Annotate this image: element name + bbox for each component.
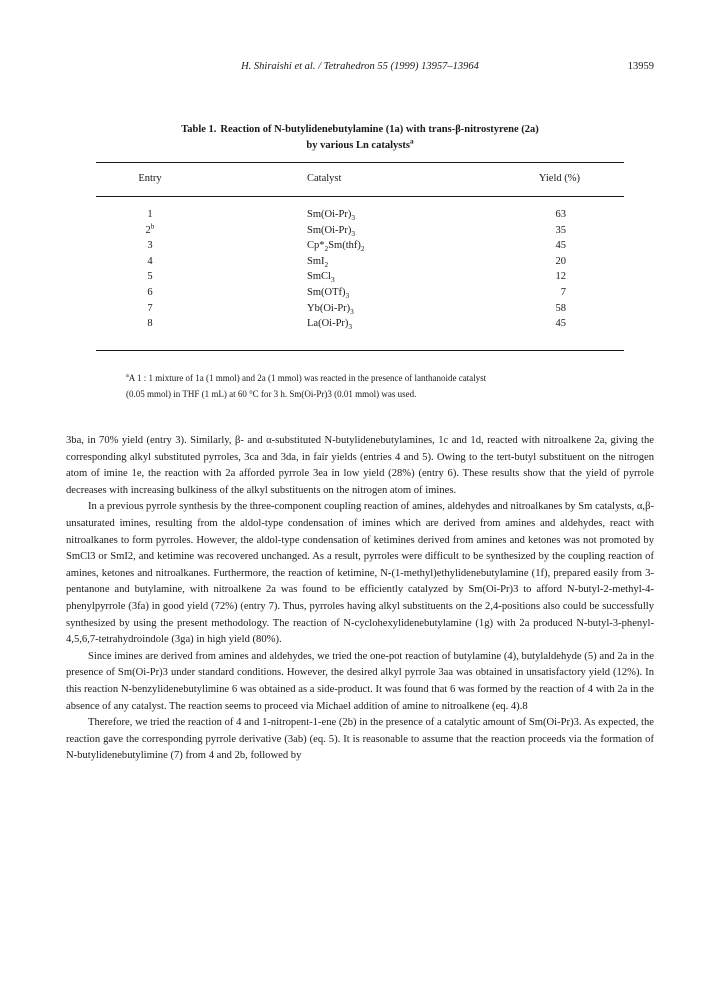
table-row [0,269,720,285]
table-footnote-line-2: (0.05 mmol) in THF (1 mL) at 60 °C for 3 h. Sm(Oi-Pr)3 (0.01 mmol) was used. [126,389,417,399]
catalyst-cell: $La(Oi-Pr)_3$ [307,318,353,332]
catalyst-cell: $Sm(OTf)_3$ [307,286,350,301]
entry-cell: 6 [147,286,153,298]
yield-cell: 35 [555,224,566,236]
paragraph: Since imines are derived from amines and aldehydes, we tried the one-pot reaction of butylamine (4), butylaldehyde (5) and 2a in the presence of Sm(Oi-Pr)3 under standard conditions. However, the desired alkyl pyrrole 3aa was obtained in unsatisfactory yield (12%). In this reaction N-benzylidenebutylimine 6 was obtained as a side-product. It was found that 6 was formed by the reaction of 4 with 2a in the absence of any catalyst. The reaction seems to proceed via Michael addition of amine to nitroalkene (eq. 4).8 [66,650,654,712]
table-title-line-1: Reaction of N-butylidenebutylamine (1a) with trans-β-nitrostyrene (2a) [220,124,539,135]
page-header [0,61,720,77]
table-footnote-line-1: $^a$A 1 : 1 mixture of 1a (1 mmol) and 2a (1 mmol) was reacted in the presence of lanthanoide catalyst [126,372,487,383]
catalyst-cell: SmCl$_3$ [307,271,335,285]
table-bottom-rule [96,350,624,351]
entry-cell: 8 [147,318,153,330]
table-row [0,316,720,332]
yield-cell: 20 [555,255,566,267]
table-body [0,207,720,332]
catalyst-cell: $Sm(Oi-Pr)_3$ [307,224,356,238]
catalyst-cell: $Cp*_2Sm(thf)_2$ [307,240,365,254]
yield-cell: 12 [555,271,566,283]
entry-cell: 7 [147,302,153,314]
entry-cell: 4 [147,255,153,267]
running-title: H. Shiraishi et al. / Tetrahedron 55 (1999) 13957–13964 [241,61,479,72]
table-caption-line-2 [0,138,720,154]
table-header-rule [96,196,624,197]
entry-cell: 5 [147,271,153,283]
entry-cell: 1 [147,209,153,220]
table-title-mark: a [409,136,414,146]
body-text [66,433,654,765]
yield-cell: 45 [555,240,566,252]
entry-cell: 2$^b$ [145,221,155,236]
table-row [0,238,720,254]
catalyst-cell: $Yb(Oi-Pr)_3$ [307,302,354,316]
column-header-yield: Yield (%) [538,173,580,184]
table-caption [0,122,720,154]
table-row [0,223,720,239]
column-header-entry: Entry [138,173,162,184]
yield-cell: 58 [555,302,566,314]
table-row [0,254,720,270]
entry-cell: 3 [147,240,153,252]
paragraph: 3ba, in 70% yield (entry 3). Similarly, β- and α-substituted N-butylidenebutylamines, 1c and 1d, reacted with nitroalkene 2a, giving the corresponding alkyl substituted pyrroles, 3ca and 3da, in fair yields (entries 4 and 5). Owing to the tert-butyl substituent on the nitrogen atom of imine 1e, the reaction with 2a afforded pyrrole 3ea in low yield (28%) (entry 6). These results show that the yield of pyrrole decreases with increasing bulkiness of the alkyl substituents on the nitrogen atom of imines. [66,435,654,496]
table-caption-line-1 [0,122,720,138]
table-row [0,207,720,223]
paragraph: Therefore, we tried the reaction of 4 and 1-nitropent-1-ene (2b) in the presence of a catalytic amount of Sm(Oi-Pr)3. As expected, the reaction gave the corresponding pyrrole derivative (3ab) (eq. 5). It is reasonable to assume that the reaction proceeds via the formation of N-butylidenebutylimine (7) from 4 and 2b, followed by [66,717,654,762]
yield-cell: 45 [555,318,566,330]
table-top-rule [96,162,624,163]
table-row [0,301,720,317]
page-number: 13959 [627,61,654,72]
yield-cell: 63 [555,209,566,220]
table-title-line-2: by various Ln catalysts [306,140,410,151]
table-label: Table 1. [181,124,217,135]
column-header-catalyst: Catalyst [307,173,342,184]
catalyst-cell: SmI$_2$ [307,255,329,269]
yield-cell: 7 [560,286,566,298]
paragraph: In a previous pyrrole synthesis by the three-component coupling reaction of amines, aldehydes and nitroalkanes by Sm catalysts, α,β-unsaturated imines, resulting from the aldol-type condensation of imines which are derived from amines and aldehydes, react with nitroalkanes to form pyrroles. However, the aldol-type condensation of ketimines derived from amines and ketones was not promoted by SmCl3 or SmI2, and ketimine was recovered unchanged. As a result, pyrroles were difficult to be synthesized by the coupling reaction of amines, ketones and nitroalkanes. Furthermore, the reaction of ketimine, N-(1-methyl)ethylidenebutylamine (1f), prepared easily from 3-pentanone and butylamine, with nitroalkene 2a was found to be efficiently catalyzed by Sm(Oi-Pr)3 to afford N-butyl-2-methyl-4-phenylpyrrole (3fa) in good yield (72%) (entry 7). Thus, pyrroles having alkyl substituents on the 2,4-positions also could be successfully synthesized by using the present methodology. The reaction of N-cyclohexylidenebutylamine (1g) with 2a produced N-butyl-3-phenyl-4,5,6,7-tetrahydroindole (3ga) in high yield (80%). [66,501,654,646]
table-footnote [126,370,606,402]
catalyst-cell: $Sm(Oi-Pr)_3$ [307,209,356,223]
table-row [0,285,720,301]
